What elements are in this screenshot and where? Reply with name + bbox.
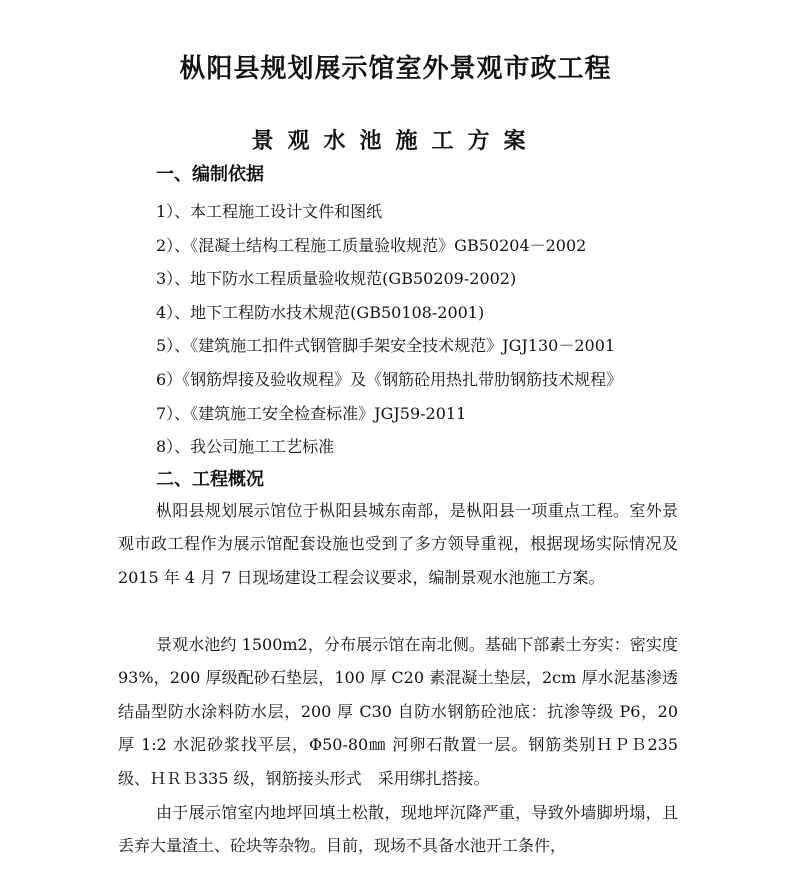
document-subtitle: 景观水池施工方案: [251, 129, 540, 154]
overview-paragraph: 枞阳县规划展示馆位于枞阳县城东南部，是枞阳县一项重点工程。室外景观市政工程作为展示馆配套设施也受到了多方领导重视，根据现场实际情况及 2015 年 4 月 7 日现场建设工程会议要求，编制景观水池施工方案。: [118, 501, 678, 587]
reference-list: [156, 195, 622, 464]
list-item: 6）《钢筋焊接及验收规程》及《钢筋砼用热扎带肋钢筋技术规程》: [156, 369, 623, 389]
list-item: 3）、地下防水工程质量验收规范(GB50209-2002): [156, 269, 517, 289]
list-item: 4）、地下工程防水技术规范(GB50108-2001): [156, 302, 485, 322]
section-heading-basis: 一、编制依据: [156, 164, 264, 185]
list-item: 1）、本工程施工设计文件和图纸: [156, 202, 383, 221]
list-item: 2）、《混凝土结构工程施工质量验收规范》GB50204－2002: [156, 235, 587, 255]
document-title: 枞阳县规划展示馆室外景观市政工程: [179, 54, 612, 84]
pool-spec-paragraph: 景观水池约 1500m2，分布展示馆在南北侧。基础下部素土夯实：密实度 93%，200 厚级配砂石垫层，100 厚 C20 素混凝土垫层，2cm 厚水泥基渗透结晶型防水涂料防水层，200 厚 C30 自防水钢筋砼池底：抗渗等级 P6，20 厚 1:2 水泥砂浆找平层，Φ50-80㎜ 河卵石散置一层。钢筋类别ＨＰＢ235 级、ＨＲＢ335 级，钢筋接头形式 采用绑扎搭接。: [118, 635, 678, 788]
section-heading-overview: 二、工程概况: [156, 469, 264, 490]
list-item: 7）、《建筑施工安全检查标准》JGJ59-2011: [156, 403, 467, 423]
list-item: 8）、我公司施工工艺标准: [156, 437, 335, 457]
list-item: 5）、《建筑施工扣件式钢管脚手架安全技术规范》JGJ130－2001: [156, 336, 616, 356]
site-condition-paragraph: 由于展示馆室内地坪回填土松散，现地坪沉降严重，导致外墙脚坍塌，且丢弃大量渣土、砼块等杂物。目前，现场不具备水池开工条件，: [118, 803, 678, 856]
